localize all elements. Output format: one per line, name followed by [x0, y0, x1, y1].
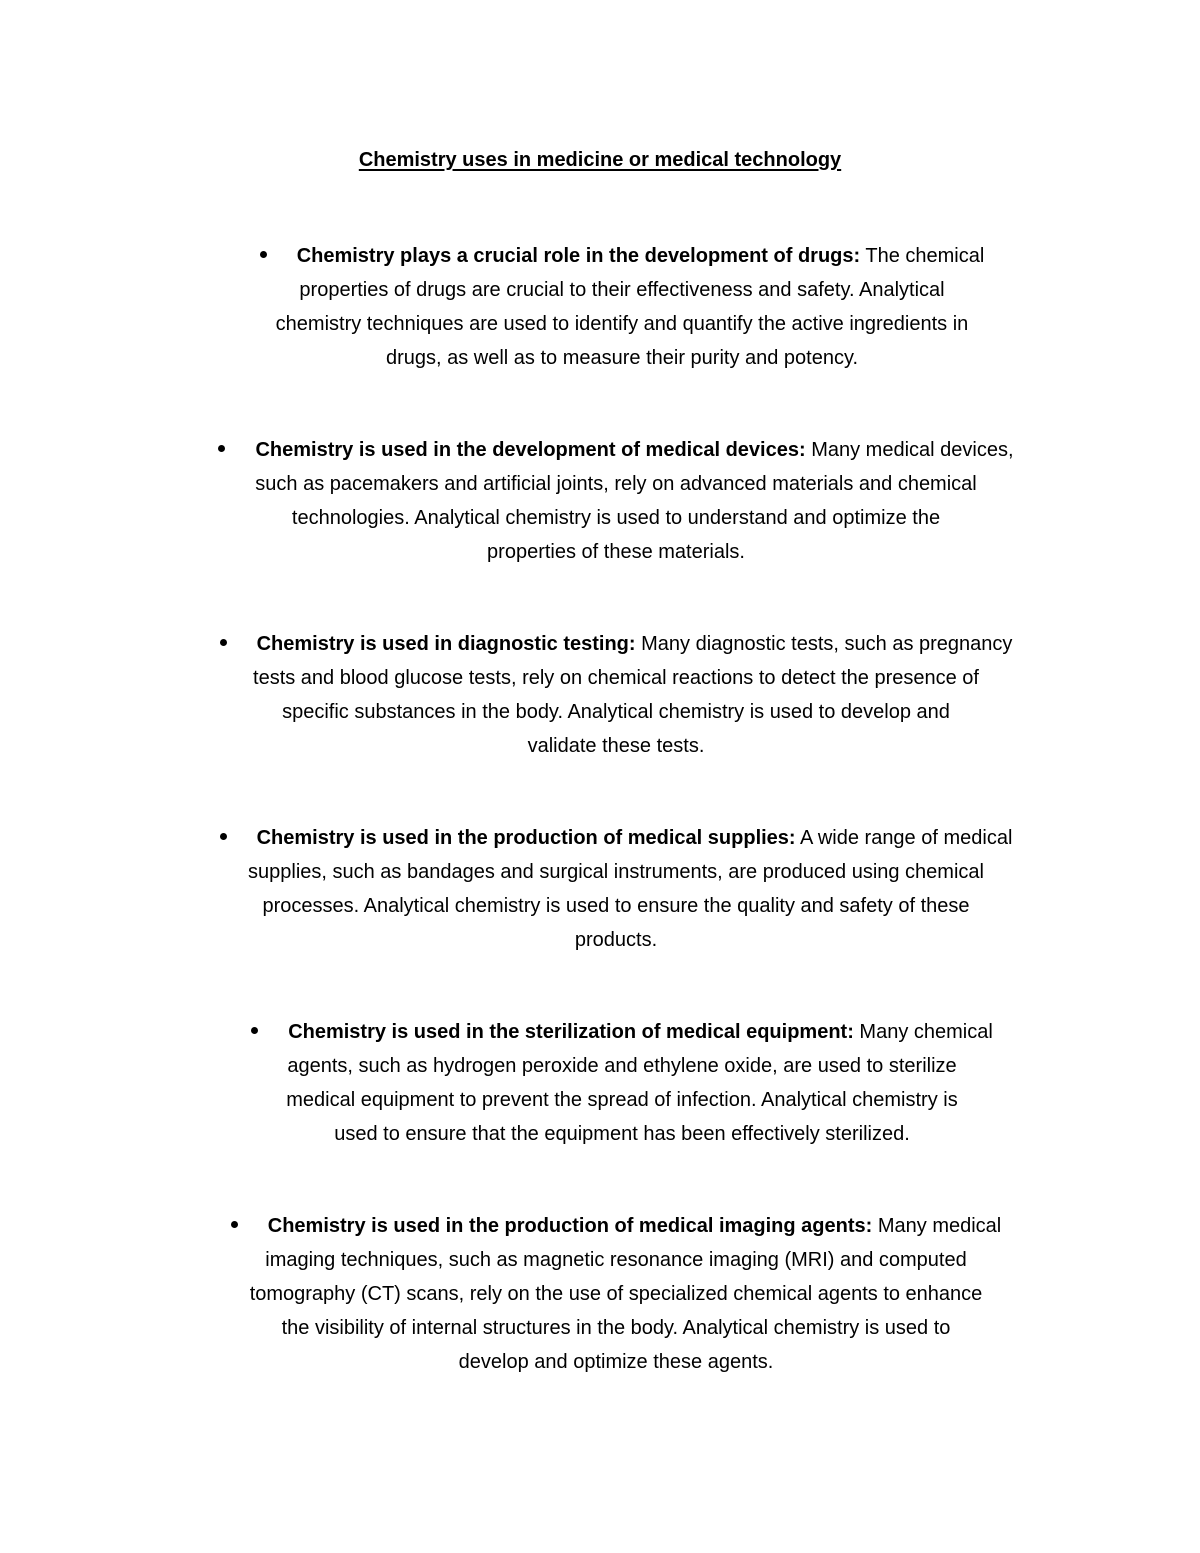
- list-item-heading: Chemistry is used in the production of medical supplies:: [256, 827, 796, 849]
- list-item-line: used to ensure that the equipment has been effectively sterilized.: [334, 1123, 910, 1145]
- list-item-line: tests and blood glucose tests, rely on chemical reactions to detect the presence of: [253, 667, 979, 689]
- list-item-first-line: [156, 433, 1076, 467]
- list-item-first-line: [200, 239, 1044, 273]
- list-item-line: products.: [574, 929, 658, 951]
- list-item-text: Many medical: [872, 1215, 1002, 1237]
- list-item-line: agents, such as hydrogen peroxide and ethylene oxide, are used to sterilize: [287, 1055, 957, 1077]
- list-item-heading: Chemistry is used in the development of medical devices:: [255, 439, 806, 461]
- list-item-line: medical equipment to prevent the spread of infection. Analytical chemistry is: [286, 1089, 958, 1111]
- list-item-heading: Chemistry is used in the production of medical imaging agents:: [267, 1215, 873, 1237]
- list-item-line: such as pacemakers and artificial joints, rely on advanced materials and chemical: [255, 473, 977, 495]
- list-item-line: validate these tests.: [527, 735, 705, 757]
- list-item-text: Many chemical: [853, 1021, 993, 1043]
- document-title: Chemistry uses in medicine or medical technology: [358, 149, 842, 171]
- list-item-line: processes. Analytical chemistry is used to ensure the quality and safety of these: [262, 895, 970, 917]
- list-item-first-line: [182, 1015, 1062, 1049]
- bullet-icon: [220, 833, 227, 840]
- list-item-line: chemistry techniques are used to identify and quantify the active ingredients in: [275, 313, 969, 335]
- list-item-first-line: [156, 627, 1076, 661]
- list-item-text: Many diagnostic tests, such as pregnancy: [635, 633, 1013, 655]
- list-item-line: the visibility of internal structures in the body. Analytical chemistry is used to: [281, 1317, 951, 1339]
- list-item: [156, 627, 1076, 763]
- list-item: [182, 1015, 1062, 1151]
- list-item-heading: Chemistry is used in diagnostic testing:: [256, 633, 636, 655]
- list-item-text: A wide range of medical: [795, 827, 1013, 849]
- list-item-line: supplies, such as bandages and surgical instruments, are produced using chemical: [248, 861, 984, 883]
- bullet-icon: [231, 1221, 238, 1228]
- bullet-icon: [220, 639, 227, 646]
- list-item-line: drugs, as well as to measure their purity and potency.: [385, 347, 859, 369]
- bullet-icon: [218, 445, 225, 452]
- list-item: [200, 239, 1044, 375]
- list-item-line: specific substances in the body. Analytical chemistry is used to develop and: [282, 701, 950, 723]
- list-item-line: tomography (CT) scans, rely on the use of specialized chemical agents to enhance: [249, 1283, 983, 1305]
- list-item-line: properties of drugs are crucial to their effectiveness and safety. Analytical: [299, 279, 945, 301]
- list-item-line: technologies. Analytical chemistry is used to understand and optimize the: [291, 507, 941, 529]
- list-item-first-line: [156, 1209, 1076, 1243]
- list-item-text: The chemical: [860, 245, 985, 267]
- list-item: [156, 821, 1076, 957]
- bullet-icon: [251, 1027, 258, 1034]
- list-item-heading: Chemistry is used in the sterilization of medical equipment:: [288, 1021, 854, 1043]
- list-item: [156, 1209, 1076, 1379]
- list-item-line: properties of these materials.: [487, 541, 745, 563]
- list-item-line: develop and optimize these agents.: [458, 1351, 774, 1373]
- list-item-line: imaging techniques, such as magnetic resonance imaging (MRI) and computed: [265, 1249, 967, 1271]
- list-item-first-line: [156, 821, 1076, 855]
- bullet-icon: [260, 251, 267, 258]
- list-item-text: Many medical devices,: [805, 439, 1014, 461]
- list-item-heading: Chemistry plays a crucial role in the development of drugs:: [296, 245, 861, 267]
- list-item: [156, 433, 1076, 569]
